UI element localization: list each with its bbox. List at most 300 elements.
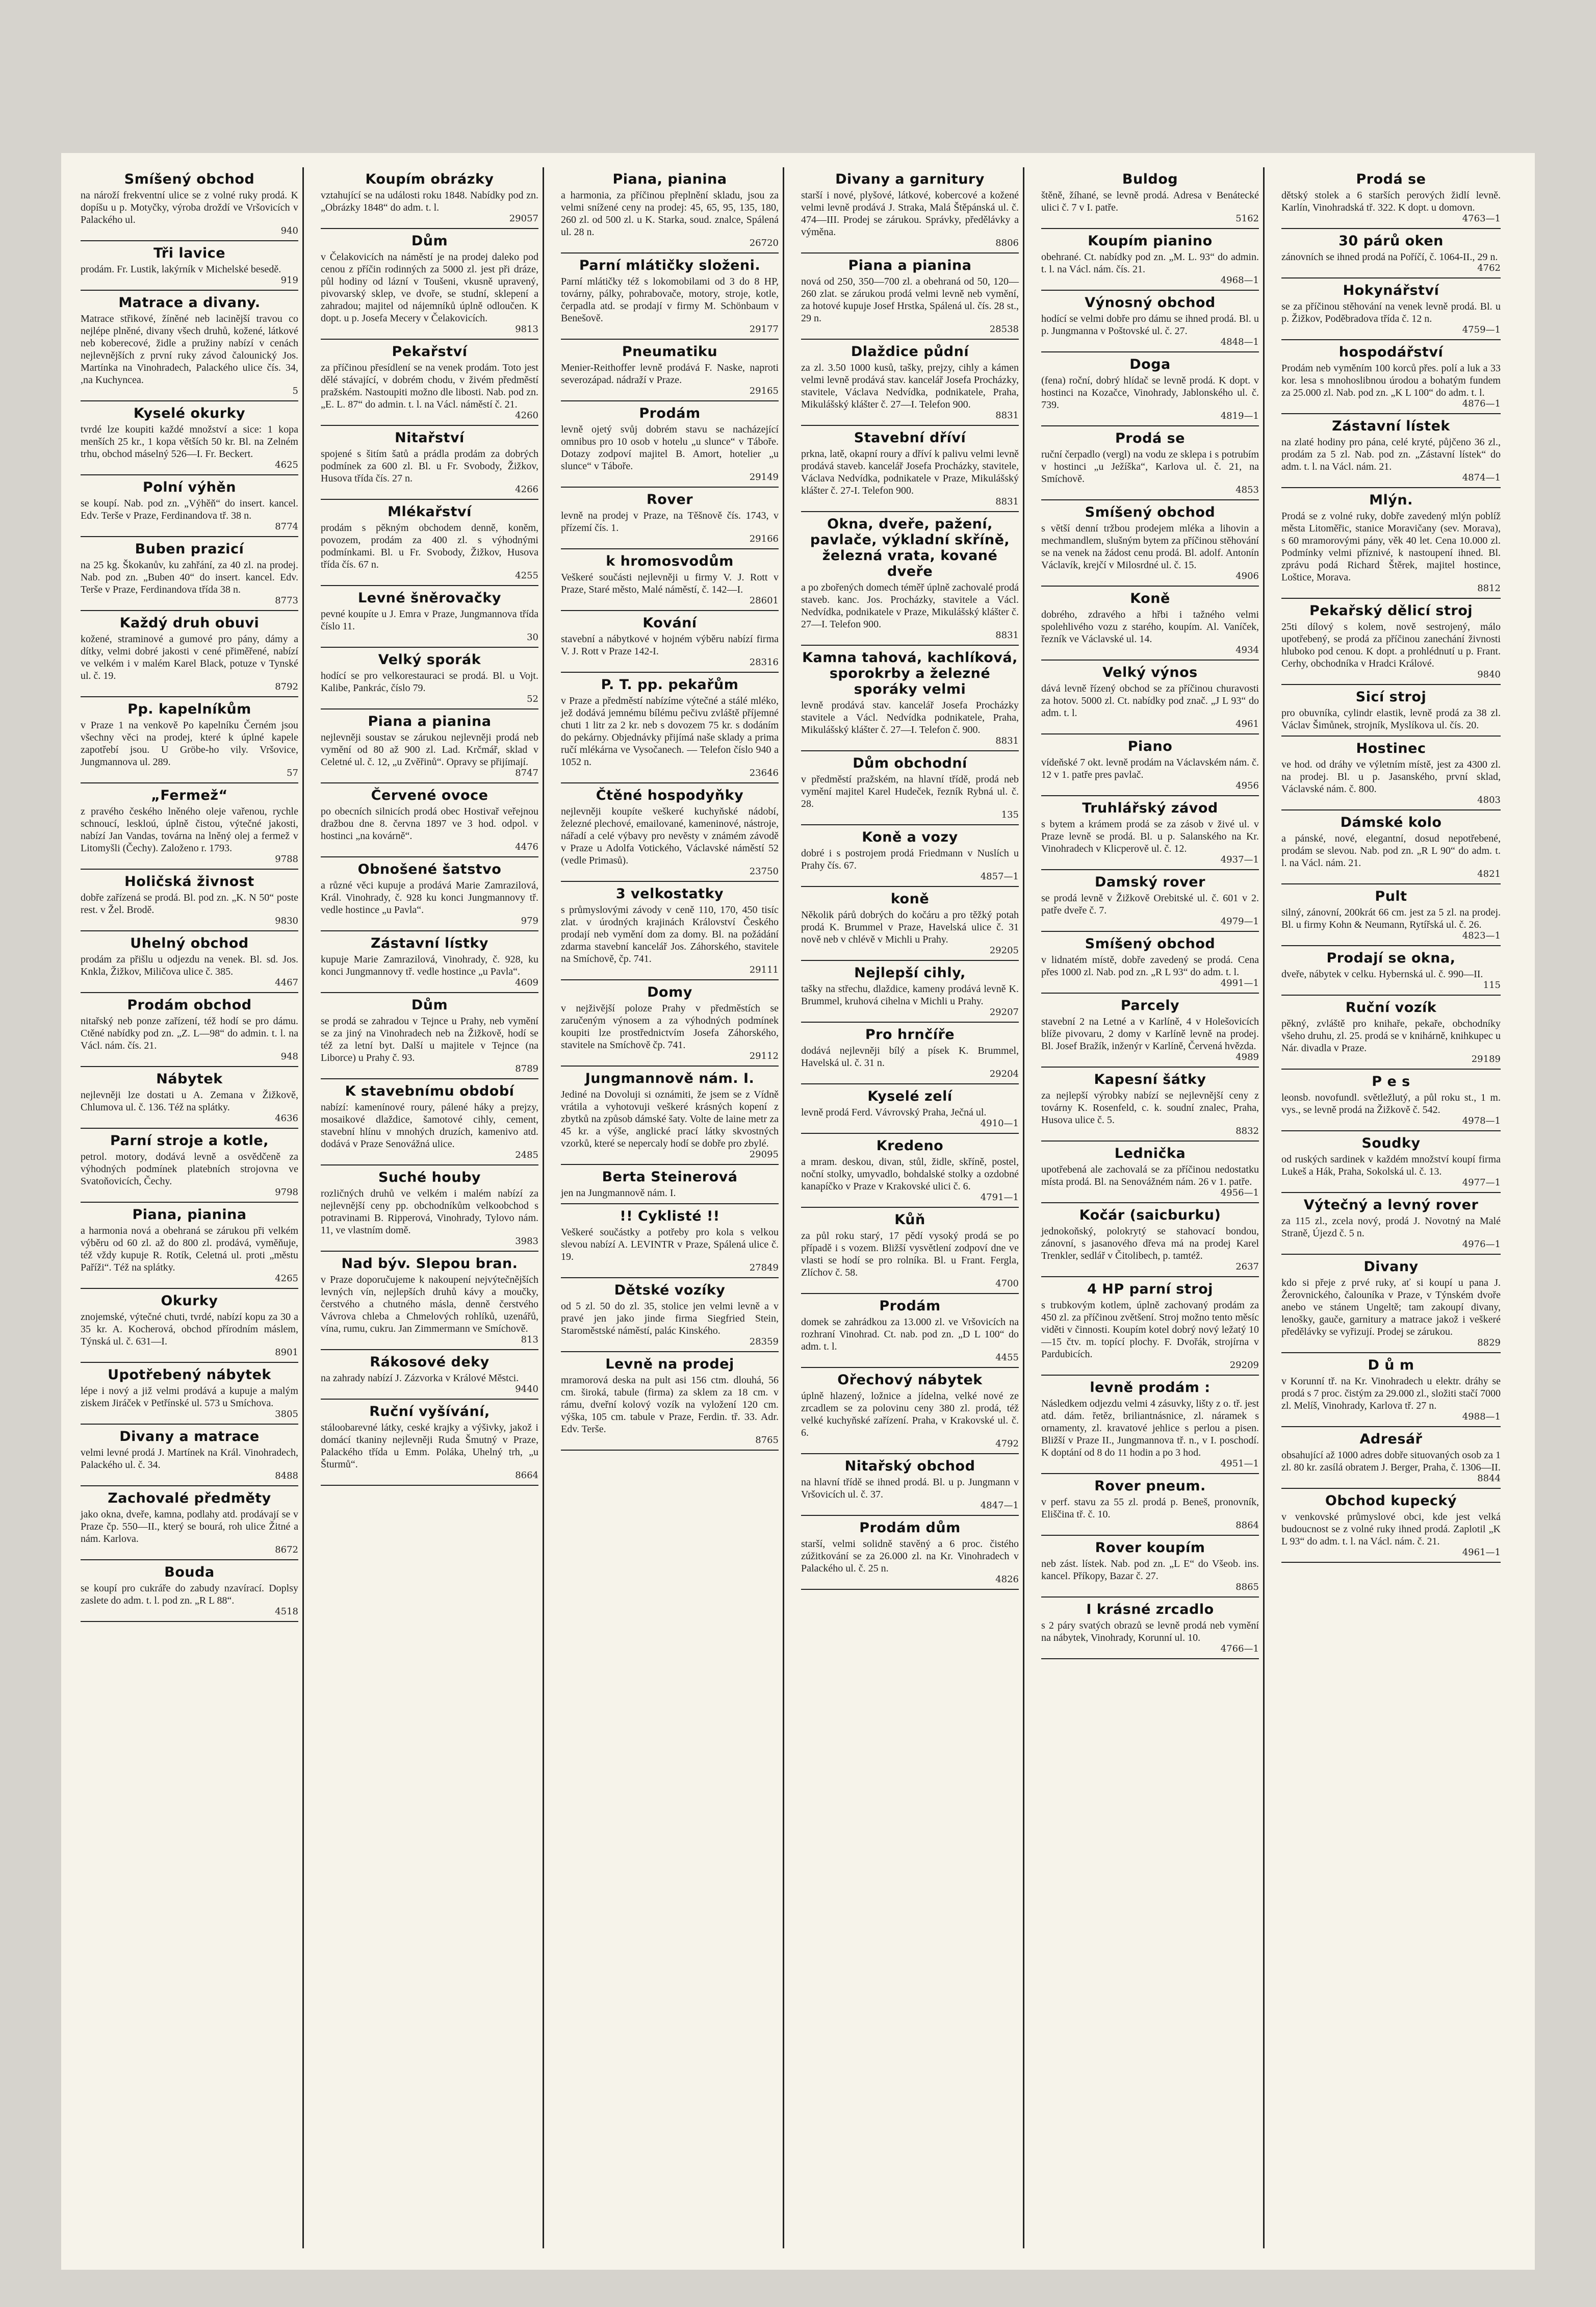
ad-number: 4636 <box>275 1113 298 1124</box>
classified-ad <box>561 1278 779 1352</box>
classified-ad <box>801 426 1019 512</box>
column <box>557 167 784 2248</box>
ad-title: Rover <box>646 492 693 508</box>
classified-ad <box>1281 1193 1501 1255</box>
ad-number: 919 <box>280 275 298 286</box>
ad-body: nejlevněji koupíte veškeré kuchyňské nádobí, železné plechové, emailované, kameninové, nástroje, nářadí a celé výbavy pro nevěsty v známém závodě v Praze u Adolfa Votického, Václavské náměstí 52 (vedle Primasů). <box>561 806 779 866</box>
classified-ad <box>561 1352 779 1451</box>
ad-title: Koupím pianino <box>1088 233 1213 249</box>
classified-ad <box>81 870 298 931</box>
ad-number: 30 <box>527 632 538 643</box>
ad-body: dětský stolek a 6 starších perových židlí levně. Karlín, Vinohradská tř. 322. K dopt. u domovn. <box>1281 190 1501 213</box>
ad-body: a různé věci kupuje a prodává Marie Zamrazilová, Král. Vinohrady, č. 928 ku konci Jungmannovy tř. vedle hostince „u Pavla“. <box>321 880 538 916</box>
ad-number: 4821 <box>1477 869 1501 879</box>
classified-ad <box>321 709 538 783</box>
classified-ad <box>81 1363 298 1425</box>
classified-ad <box>321 1165 538 1252</box>
classified-ad <box>321 783 538 857</box>
classified-ad <box>321 167 538 229</box>
ad-title: Pekařský dělicí stroj <box>1309 603 1473 619</box>
ad-title: Velký výnos <box>1102 665 1198 680</box>
ad-title: D ů m <box>1368 1357 1414 1373</box>
classified-ad <box>1281 488 1501 599</box>
ad-number: 3983 <box>515 1236 538 1247</box>
ad-title: Divany <box>1363 1259 1419 1275</box>
classified-ad <box>801 1134 1019 1208</box>
ad-body: na zahrady nabízí J. Zázvorka v Králové Městci. <box>321 1373 519 1384</box>
ad-number: 4853 <box>1235 485 1259 495</box>
ad-number: 4455 <box>995 1352 1019 1363</box>
ad-number: 52 <box>527 694 538 704</box>
ad-number: 57 <box>287 768 298 778</box>
ad-body: na nároží frekventní ulice se z volné ruky prodá. K dopíšu u p. Motyčky, výroba droždí ve Vršovicích v Palackého ul. <box>81 190 298 225</box>
classified-ad <box>1281 1131 1501 1193</box>
ad-body: v Praze a předměstí nabízíme výtečné a stálé mléko, jež dodává jemnému bílému pečivu zvláště příjemné chuti 1 litr za 2 kr. neb s dovozem 75 kr. s dodáním do pekárny. Objednávky přijímá naše sklady a prima ručí mlékárna ve Vysočanech. — Telefon číslo 940 a 1052 n. <box>561 695 779 768</box>
column <box>76 167 304 2248</box>
ad-number: 9798 <box>275 1187 298 1198</box>
ad-body: s 2 páry svatých obrazů se levně prodá neb vymění na nábytek, Vinohrady, Korunní ul. 10. <box>1041 1620 1259 1643</box>
ad-number: 4910—1 <box>980 1118 1019 1129</box>
ad-title: Zástavní lístky <box>370 935 488 951</box>
ad-body: silný, zánovní, 200krát 66 cm. jest za 5 zl. na prodej. Bl. u firmy Kohn & Neumann, Rytířská ul. č. 26. <box>1281 907 1501 930</box>
ad-number: 4518 <box>275 1606 298 1617</box>
ad-number: 4961 <box>1235 719 1259 729</box>
ad-number: 4803 <box>1477 795 1501 805</box>
ad-title: Pp. kapelníkům <box>127 701 251 717</box>
classified-ad <box>561 980 779 1067</box>
ad-number: 8812 <box>1477 583 1501 594</box>
ad-number: 28316 <box>749 657 779 668</box>
classified-ad <box>801 887 1019 961</box>
ad-title: Buldog <box>1122 171 1178 187</box>
classified-ad <box>1041 1203 1259 1277</box>
ad-body: velmi levné prodá J. Martínek na Král. Vinohradech, Palackého ul. č. 34. <box>81 1447 298 1471</box>
classified-ad <box>801 825 1019 887</box>
ad-number: 4819—1 <box>1220 411 1259 421</box>
ad-title: Sicí stroj <box>1355 689 1427 705</box>
classified-ad <box>801 340 1019 426</box>
ad-number: 4791—1 <box>980 1192 1019 1203</box>
ad-body: štěně, žíhané, se levně prodá. Adresa v Benátecké ulici č. 7 v I. patře. <box>1041 190 1259 213</box>
ad-title: Červené ovoce <box>371 788 488 803</box>
ad-number: 4874—1 <box>1462 472 1501 483</box>
classified-ad <box>801 751 1019 825</box>
ad-number: 4476 <box>515 842 538 852</box>
classified-ad <box>1041 1474 1259 1536</box>
ad-number: 4934 <box>1235 645 1259 655</box>
ad-body: prodám s pěkným obchodem denně, koněm, povozem, prodám za 400 zl. s výhodnými podmínkami. Bl. u Fr. Svobody, Žižkov, Husova třída čís. 67 n. <box>321 522 538 570</box>
ad-number: 4988—1 <box>1462 1411 1501 1422</box>
ad-title: Dámské kolo <box>1340 815 1442 830</box>
ad-number: 8831 <box>995 410 1019 421</box>
ad-title: Smíšený obchod <box>1085 504 1216 520</box>
ad-body: od ruských sardinek v každém množství koupí firma Lukeš a Hák, Praha, Sokolská ul. č. 13. <box>1281 1154 1501 1177</box>
ad-title: Piano <box>1127 739 1173 754</box>
ad-title: K stavebnímu období <box>345 1083 514 1099</box>
ad-title: Parní mlátičky složeni. <box>579 258 761 273</box>
ad-number: 28538 <box>989 324 1019 335</box>
classified-ad <box>321 1252 538 1350</box>
ad-title: Buben prazicí <box>135 541 244 557</box>
classified-ad <box>561 167 779 253</box>
ad-body: tvrdé lze koupiti každé množství a sice: 1 kopa menších 25 kr., 1 kopa větších 50 kr. Bl. na Zelném trhu, obchod máselný 526—I. Fr. Beckert. <box>81 424 298 460</box>
ad-body: v venkovské průmyslové obci, kde jest velká budoucnost se z volné ruky ihned prodá. Zaplotil „K L 93“ do adm. t. l. na Václ. nám. č. 21. <box>1281 1511 1501 1547</box>
ad-number: 4763—1 <box>1462 213 1501 224</box>
classified-ad <box>561 611 779 673</box>
ad-body: z pravého českého lněného oleje vařenou, rychle schnoucí, leskloú, úplně čistou, výtečné jakosti, nabízí Jan Vandas, továrna na lněný olej a fermež v Litomyšli (Čechy). Založeno r. 1793. <box>81 806 298 854</box>
ad-body: leonsb. novofundl. světležlutý, a půl roku st., 1 m. vys., se levně prodá na Žižkově č. 542. <box>1281 1092 1501 1116</box>
ad-number: 3805 <box>275 1409 298 1419</box>
ad-title: Okurky <box>161 1293 218 1309</box>
classified-ad <box>1281 167 1501 229</box>
ad-body: kdo si přeje z prvé ruky, ať si koupí u pana J. Žerovnického, čalouníka v Praze, v Týnském dvoře anebo ve stánem Ungeltě; tam zakoupí divany, lenošky, gauče, garnitury a matrace jakož i veškeré předělávky se vyřizují. Prodej se zárukou. <box>1281 1277 1501 1337</box>
ad-title: Zachovalé předměty <box>108 1490 271 1506</box>
ad-number: 8747 <box>515 768 538 778</box>
ad-title: Velký sporák <box>378 652 481 668</box>
classified-ad <box>1281 1427 1501 1489</box>
ad-body: stavební 2 na Letné a v Karlíně, 4 v Holešovicích blíže pivovaru, 2 domy v Karlíně levně na prodej. Bl. Josef Bražík, inženýr v Karlíně, Červená hvězda. <box>1041 1016 1259 1052</box>
classified-ad <box>801 512 1019 646</box>
ad-number: 8831 <box>995 496 1019 507</box>
ad-number: 2637 <box>1235 1261 1259 1272</box>
ad-title: levně prodám : <box>1090 1380 1211 1396</box>
ad-title: Dlaždice půdní <box>851 344 969 360</box>
ad-title: Koupím obrázky <box>365 171 494 187</box>
classified-ad <box>561 1204 779 1278</box>
classified-ad <box>81 1486 298 1560</box>
ad-title: Kredeno <box>876 1138 944 1154</box>
ad-title: Dům <box>411 233 448 249</box>
ad-number: 23750 <box>749 866 779 877</box>
classified-ad <box>81 1560 298 1622</box>
ad-title: Prodám obchod <box>127 997 252 1013</box>
ad-number: 4968—1 <box>1220 275 1259 286</box>
classified-ad <box>1041 1536 1259 1598</box>
ad-title: Ruční vozík <box>1345 1000 1437 1016</box>
classified-ad <box>801 1084 1019 1134</box>
ad-body: nejlevněji soustav se zárukou nejlevněji prodá neb vymění od 80 až 900 zl. Lad. Krčmář, sklad v Celetné ul. č. 12, „u Zvěřinů“. Opravy se přijímají. <box>321 732 538 768</box>
classified-ad <box>81 1129 298 1203</box>
ad-body: na hlavní třídě se ihned prodá. Bl. u p. Jungmann v Vršovicích ul. č. 37. <box>801 1477 1019 1500</box>
ad-title: Mlýn. <box>1369 492 1413 508</box>
ad-body: se koupí pro cukráře do zabudy nzavírací. Doplsy zaslete do adm. t. l. pod zn. „R L 88“. <box>81 1583 298 1606</box>
ad-number: 9813 <box>515 324 538 335</box>
ad-body: Veškeré součástky a potřeby pro kola s velkou slevou nabízí A. LEVINTR v Praze, Spálená ulice č. 19. <box>561 1227 779 1262</box>
ad-number: 29177 <box>749 324 779 335</box>
ad-body: starší, velmi solidně stavěný a 6 proc. čistého zúžitkování se za 26.000 zl. na Kr. Vinohradech v Palackého ul. č. 25 n. <box>801 1538 1019 1574</box>
ad-body: Prodá se z volné ruky, dobře zavedený mlýn poblíž města Litoměřic, stanice Moravičany (sev. Morava), s 60 mramorovými pány, věk 40 let. Cena 10.000 zl. Podmínky velmi příznivé, k nastoupení ihned. Bl. zprávu podá Richard Štěrek, majitel hostince, Loštice, Morava. <box>1281 511 1501 583</box>
ad-body: a mram. deskou, divan, stůl, židle, skříně, postel, noční stolky, umyvadlo, bohdalské stolky a ozdobné kanapíčko v Praze v Krakovské ulici č. 6. <box>801 1156 1019 1192</box>
classified-ad <box>1041 426 1259 500</box>
ad-number: 8806 <box>995 238 1019 248</box>
ad-number: 8765 <box>755 1435 779 1446</box>
ad-number: 4847—1 <box>980 1500 1019 1511</box>
ad-number: 4848—1 <box>1220 337 1259 347</box>
classified-ad <box>321 586 538 648</box>
classified-ad <box>321 340 538 426</box>
ad-number: 4978—1 <box>1462 1116 1501 1126</box>
column <box>797 167 1024 2248</box>
ad-number: 8844 <box>1477 1473 1501 1484</box>
classified-columns <box>76 167 1520 2248</box>
ad-number: 5 <box>292 386 298 396</box>
ad-title: Koně a vozy <box>862 829 958 845</box>
ad-number: 29165 <box>749 386 779 396</box>
classified-ad <box>801 1516 1019 1590</box>
ad-title: Damský rover <box>1095 874 1205 890</box>
ad-title: Kapesní šátky <box>1094 1072 1206 1087</box>
ad-body: jen na Jungmannově nám. I. <box>561 1187 676 1199</box>
classified-ad <box>81 697 298 783</box>
ad-body: hodící se pro velkorestauraci se prodá. Bl. u Vojt. Kalibe, Pankrác, číslo 79. <box>321 670 538 694</box>
ad-title: Parní stroje a kotle, <box>110 1133 269 1149</box>
ad-number: 4961—1 <box>1462 1547 1501 1558</box>
classified-ad <box>561 1165 779 1204</box>
classified-ad <box>561 783 779 882</box>
ad-number: 4956—1 <box>1220 1187 1259 1198</box>
ad-number: 28359 <box>749 1336 779 1347</box>
classified-ad <box>801 1208 1019 1294</box>
classified-ad <box>561 340 779 401</box>
ad-title: Kočár (saicburku) <box>1079 1207 1221 1223</box>
classified-ad <box>801 167 1019 253</box>
classified-ad <box>1281 1353 1501 1427</box>
ad-number: 9840 <box>1477 669 1501 680</box>
ad-title: Prodají se okna, <box>1326 950 1456 966</box>
ad-body: mramorová deska na pult asi 156 ctm. dlouhá, 56 cm. široká, tabule (firma) za sklem za 18 cm. v rámu, dveřní kolový vozík na vyložení 120 cm. výška, 105 cm. tabule v Praze, Ferdin. tř. 33. Adr. Edv. Terše. <box>561 1375 779 1435</box>
classified-ad <box>1041 994 1259 1068</box>
ad-body: Matrace střikové, žíněné neb lacinější travou co nejlépe plněné, divany všech druhů, kožené, látkové neb koberecové, židle a pružiny nabízí v cenách nejlevnějších z první ruky závod čalounický Jos. Martínka na Vinohradech, Palackého ulice čís. 34, ,na Kuchyncea. <box>81 313 298 386</box>
ad-body: se koupí. Nab. pod zn. „Výhěň“ do insert. kancel. Edv. Terše v Praze, Ferdinandova tř. 38 n. <box>81 498 298 521</box>
ad-number: 8672 <box>275 1544 298 1555</box>
ad-body: kožené, straminové a gumové pro pány, dámy a dítky, velmi dobré jakosti v cené přiměřené, nabízí ve velkém i v malém Karel Black, potuze v Tynské ul. č. 19. <box>81 633 298 681</box>
ad-body: za příčinou přesídlení se na venek prodám. Toto jest dělé stávající, v dobrém chodu, v živém předměstí pražském. Nastoupiti možno dle libosti. Nab. pod zn. „E. L. 87“ do admin. t. l. na Václ. náměstí č. 21. <box>321 362 538 410</box>
ad-number: 29057 <box>509 213 538 224</box>
ad-body: v Korunní tř. na Kr. Vinohradech u elektr. dráhy se prodá s 7 proc. čistým za 29.000 zl., složiti stačí 7000 zl. Melíš, Vinohrady, Karlova tř. 27 n. <box>1281 1376 1501 1411</box>
ad-body: ruční čerpadlo (vergl) na vodu ze sklepa i s potrubím v hostinci „u Ježíška“, Karlova ul. č. 21, na Smíchově. <box>1041 449 1259 485</box>
classified-ad <box>1041 167 1259 229</box>
classified-ad <box>81 611 298 697</box>
ad-number: 4255 <box>515 570 538 581</box>
ad-body: s průmyslovými závody v ceně 110, 170, 450 tisíc zlat. v úrodných krajinách Království Českého prodají neb vymění dom za domy. Bl. na požádání zdarma stavební kancelář Jos. Záhorského, stavitele na Smíchově, čp. 741. <box>561 904 779 965</box>
classified-ad <box>1041 734 1259 796</box>
ad-number: 4979—1 <box>1220 916 1259 927</box>
ad-number: 9440 <box>515 1384 538 1395</box>
ad-number: 29207 <box>989 1007 1019 1018</box>
ad-title: P. T. pp. pekařům <box>601 677 739 693</box>
classified-ad <box>801 961 1019 1023</box>
ad-body: po obecních silnicích prodá obec Hostivař veřejnou dražbou dne 8. června 1897 ve 3 hod. odpol. v hostinci „na kovárně“. <box>321 806 538 842</box>
ad-body: znojemské, výtečné chuti, tvrdé, nabízí kopu za 30 a 35 kr. A. Kocherová, obchod přírodním máslem, Týnská ul. č. 631—I. <box>81 1311 298 1347</box>
ad-body: Prodám neb vyměním 100 korců přes. polí a luk a 33 kor. lesa s mnohoslibnou úrodou a bohatým fundem za 25.000 zl. Nab. pod zn. „K L 100“ do adm. t. l. <box>1281 363 1501 398</box>
ad-body: prodám za přišlu u odjezdu na venek. Bl. sd. Jos. Knkla, Žižkov, Miličova ulice č. 385. <box>81 954 298 977</box>
ad-title: Kování <box>642 615 697 631</box>
ad-body: nejlevněji lze dostati u A. Zemana v Žižkově, Chlumova ul. č. 136. Též na splátky. <box>81 1089 298 1113</box>
ad-body: Veškeré součásti nejlevněji u firmy V. J. Rott v Praze, Staré město, Malé náměstí, č. 142—I. <box>561 572 779 595</box>
ad-number: 8792 <box>275 681 298 692</box>
ad-body: s bytem a krámem prodá se za zásob v živé ul. v Praze levně se prodá. Bl. u p. Salanského na Kr. Vinohradech v Klicperově ul. č. 12. <box>1041 819 1259 854</box>
ad-number: 940 <box>280 225 298 236</box>
ad-body: v lidnatém místě, dobře zavedený se prodá. Cena přes 1000 zl. Nab. pod zn. „R L 93“ do adm. t. l. <box>1041 954 1259 978</box>
ad-number: 4766—1 <box>1220 1643 1259 1654</box>
ad-body: a harmonia, za příčinou přeplnění skladu, jsou za velmi snížené ceny na prodej: 45, 65, 95, 135, 180, 260 zl. od 500 zl. u K. Starka, soud. znalce, Spálená ul. 28 n. <box>561 190 779 238</box>
ad-number: 4989 <box>1235 1052 1259 1062</box>
ad-number: 29111 <box>749 965 779 975</box>
ad-number: 29209 <box>1229 1360 1259 1371</box>
ad-title: Ruční vyšívání, <box>369 1404 490 1419</box>
ad-number: 29205 <box>989 945 1019 956</box>
ad-body: dodává nejlevněji bílý a písek K. Brummel, Havelská ul. č. 31 n. <box>801 1045 1019 1069</box>
ad-body: se za příčinou stěhování na venek levně prodá. Bl. u p. Žižkov, Poděbradova třída č. 12 n. <box>1281 301 1501 324</box>
ad-number: 979 <box>521 916 538 926</box>
newspaper-page <box>61 153 1535 2270</box>
ad-number: 29204 <box>989 1069 1019 1079</box>
ad-title: Prodám dům <box>859 1520 961 1536</box>
classified-ad <box>1041 587 1259 661</box>
classified-ad <box>801 1294 1019 1368</box>
classified-ad <box>321 993 538 1079</box>
ad-number: 8829 <box>1477 1337 1501 1348</box>
ad-title: Pro hrnčíře <box>865 1027 955 1043</box>
ad-number: 4762 <box>1477 263 1501 273</box>
ad-body: vztahující se na události roku 1848. Nabídky pod zn. „Obrázky 1848“ do adm. t. l. <box>321 190 538 213</box>
column <box>1037 167 1265 2248</box>
ad-title: Divany a matrace <box>119 1429 260 1444</box>
classified-ad <box>81 993 298 1067</box>
ad-body: obsahující až 1000 adres dobře situovaných osob za 1 zl. 80 kr. zasílá obratem J. Berger, Praha, č. 1306—II. <box>1281 1450 1501 1473</box>
ad-number: 8864 <box>1235 1520 1259 1531</box>
ad-body: jako okna, dveře, kamna, podlahy atd. prodávají se v Praze čp. 550—II., který se bourá, roh ulice Žitné a nám. Karlova. <box>81 1509 298 1544</box>
classified-ad <box>321 1350 538 1400</box>
ad-body: domek se zahrádkou za 13.000 zl. ve Vršovicích na rozhraní Vinohrad. Ct. nab. pod zn. „D L 100“ do adm. t. l. <box>801 1316 1019 1352</box>
ad-number: 4260 <box>515 410 538 421</box>
classified-ad <box>801 1368 1019 1454</box>
ad-number: 23646 <box>749 768 779 778</box>
classified-ad <box>321 857 538 931</box>
classified-ad <box>1281 946 1501 996</box>
ad-number: 4759—1 <box>1462 324 1501 335</box>
classified-ad <box>1281 996 1501 1070</box>
ad-title: Upotřebený nábytek <box>108 1367 271 1383</box>
ad-title: Divany a garnitury <box>835 171 985 187</box>
ad-number: 135 <box>1001 809 1019 820</box>
classified-ad <box>321 1400 538 1486</box>
ad-body: nová od 250, 350—700 zl. a obehraná od 50, 120—260 zlat. se zárukou prodá velmi levně neb vymění, za hotové kupuje Josef Hrstka, Spálená ul. čís. 28 st., 29 n. <box>801 276 1019 324</box>
classified-ad <box>1041 229 1259 291</box>
ad-body: prkna, latě, okapní roury a dříví k palivu velmi levně prodává staveb. kancelář Josefa Procházky, stavitele, Václava Nedvídka, podnikatele v Praze, Mikulášský klášter č. 27-I. Telefon 900. <box>801 448 1019 496</box>
ad-title: Obchod kupecký <box>1325 1493 1457 1509</box>
ad-body: (fena) roční, dobrý hlídač se levně prodá. K dopt. v hostinci na Kozačce, Vinohrady, Jablonského ul. č. 739. <box>1041 375 1259 411</box>
ad-body: se prodá levně v Žižkově Orebitské ul. č. 601 v 2. patře dveře č. 7. <box>1041 893 1259 916</box>
ad-title: Nad býv. Slepou bran. <box>341 1256 518 1272</box>
classified-ad <box>81 241 298 291</box>
classified-ad <box>1281 414 1501 488</box>
classified-ad <box>1281 810 1501 884</box>
ad-title: Pekařství <box>392 344 468 360</box>
ad-body: Menier-Reithoffer levně prodává F. Naske, naproti severozápad. nádraží v Praze. <box>561 362 779 386</box>
ad-body: za nejlepší výrobky nabízí se nejlevnější ceny z továrny K. Rosenfeld, c. k. soudní znalec, Praha, Husova ulice č. 5. <box>1041 1090 1259 1126</box>
ad-body: s trubkovým kotlem, úplně zachovaný prodám za 450 zl. za příčinou zvětšení. Stroj možno tento měsíc viděti v činnosti. Koupím kotel dobrý nový ležatý 10—15 čtv. m. topící plochy. F. Dvořák, strojírna v Pardubicích. <box>1041 1300 1259 1360</box>
classified-ad <box>561 882 779 980</box>
ad-title: Pult <box>1375 889 1407 904</box>
ad-number: 9830 <box>275 916 298 926</box>
ad-number: 8488 <box>275 1471 298 1481</box>
ad-title: Koně <box>1130 591 1170 606</box>
ad-title: Berta Steinerová <box>602 1169 738 1185</box>
classified-ad <box>1281 1070 1501 1131</box>
classified-ad <box>561 1067 779 1165</box>
ad-number: 4906 <box>1235 571 1259 581</box>
ad-title: Jungmannově nám. I. <box>585 1071 755 1086</box>
ad-title: Prodá se <box>1356 171 1426 187</box>
classified-ad <box>1281 737 1501 810</box>
ad-number: 8773 <box>275 595 298 606</box>
ad-title: 3 velkostatky <box>615 886 724 902</box>
ad-body: dobře zařízená se prodá. Bl. pod zn. „K. N 50“ poste rest. v Žel. Brodě. <box>81 892 298 916</box>
ad-number: 8865 <box>1235 1582 1259 1592</box>
ad-title: 4 HP parní stroj <box>1087 1281 1213 1297</box>
ad-title: Tři lavice <box>153 245 226 261</box>
ad-title: Kamna tahová, kachlíková, sporokrby a železné sporáky velmi <box>802 650 1018 697</box>
classified-ad <box>321 648 538 709</box>
ad-title: Obnošené šatstvo <box>357 861 502 877</box>
ad-title: koně <box>890 891 930 907</box>
ad-body: Jediné na Dovoluji si oznámiti, že jsem se z Vídně vrátila a vyhotovuji veškeré krásných kopení z zbytků na způsob dámské šaty. Volte de laine metr za 45 kr. a výše, anglické prací látky skvostných vzorků, které se nepercaly hodí se dobře pro zbylé. <box>561 1089 779 1149</box>
ad-body: hodící se velmi dobře pro dámu se ihned prodá. Bl. u p. Jungmanna v Poštovské ul. č. 27. <box>1041 313 1259 337</box>
ad-number: 4700 <box>995 1278 1019 1289</box>
ad-body: obehrané. Ct. nabídky pod zn. „M. L. 93“ do admin. t. l. na Václ. nám. čís. 21. <box>1041 251 1259 275</box>
ad-number: 4951—1 <box>1220 1458 1259 1469</box>
ad-title: Mlékařství <box>388 504 472 520</box>
classified-ad <box>81 401 298 475</box>
ad-title: Smíšený obchod <box>124 171 255 187</box>
classified-ad <box>81 1425 298 1486</box>
classified-ad <box>1041 796 1259 870</box>
ad-number: 5162 <box>1235 213 1259 224</box>
classified-ad <box>1041 870 1259 932</box>
ad-number: 4467 <box>275 977 298 988</box>
ad-body: za 115 zl., zcela nový, prodá J. Novotný na Malé Straně, Újezd č. 5 n. <box>1281 1215 1501 1239</box>
ad-title: Suché houby <box>378 1170 481 1185</box>
ad-number: 4857—1 <box>980 871 1019 882</box>
ad-title: Uhelný obchod <box>130 935 249 951</box>
ad-body: a pánské, nové, elegantní, dosud nepotřebené, prodám se slevou. Nab. pod zn. „R L 90“ do adm. t. l. na Václ. nám. 21. <box>1281 833 1501 869</box>
ad-title: Holičská živnost <box>124 874 254 890</box>
ad-number: 9788 <box>275 854 298 865</box>
ad-title: k hromosvodům <box>606 553 734 569</box>
ad-body: s větší denní tržbou prodejem mléka a lihovin a mechmandlem, slušným bytem za příčinou stěhování se na venek na žádost cenu prodá. Bl. adolf. Antonín Václavík, krejčí v Milosrdné ul. č. 15. <box>1041 523 1259 571</box>
ad-body: lépe i nový a již velmi prodává a kupuje a malým ziskem Jiráček v Petřínské ul. 573 u Smíchova. <box>81 1385 298 1409</box>
classified-ad <box>81 783 298 870</box>
ad-body: rozličných druhů ve velkém i malém nabízí za nejlevnější ceny pp. obchodníkům velkoobchod s potravinami B. Ripperová, Vinohrady, Tylovo nám. 11, ve vlastním domě. <box>321 1188 538 1236</box>
ad-body: pro obuvníka, cylindr elastik, levně prodá za 38 zl. Václav Šimůnek, strojník, Myslíkova ul. čís. 20. <box>1281 707 1501 731</box>
classified-ad <box>1041 500 1259 587</box>
ad-title: Každý druh obuvi <box>119 615 260 631</box>
ad-number: 4977—1 <box>1462 1177 1501 1188</box>
ad-number: 4826 <box>995 1574 1019 1585</box>
ad-number: 4991—1 <box>1220 978 1259 988</box>
ad-body: tašky na střechu, dlaždice, kameny prodává levně K. Brummel, kruhová cihelna v Michli u Prahy. <box>801 983 1019 1007</box>
classified-ad <box>1041 1376 1259 1474</box>
ad-title: Nábytek <box>156 1071 223 1087</box>
ad-body: neb zást. lístek. Nab. pod zn. „L E“ do Všeob. ins. kancel. Příkopy, Bazar č. 27. <box>1041 1558 1259 1582</box>
ad-title: Adresář <box>1359 1431 1423 1447</box>
ad-title: Kůň <box>894 1212 925 1228</box>
ad-body: starší i nové, plyšové, látkové, kobercové a kožené velmi levně prodává J. Straka, Malá Štěpánská ul. č. 474—III. Prodej se zárukou. Správky, předělávky a výměna. <box>801 190 1019 238</box>
ad-body: od 5 zl. 50 do zl. 35, stolice jen velmi levně a v pravé jen jako jinde firma Siegfried Stein, Staroměstské náměstí, palác Kinského. <box>561 1301 779 1336</box>
classified-ad <box>1281 685 1501 737</box>
ad-title: Piana a pianina <box>848 258 972 273</box>
